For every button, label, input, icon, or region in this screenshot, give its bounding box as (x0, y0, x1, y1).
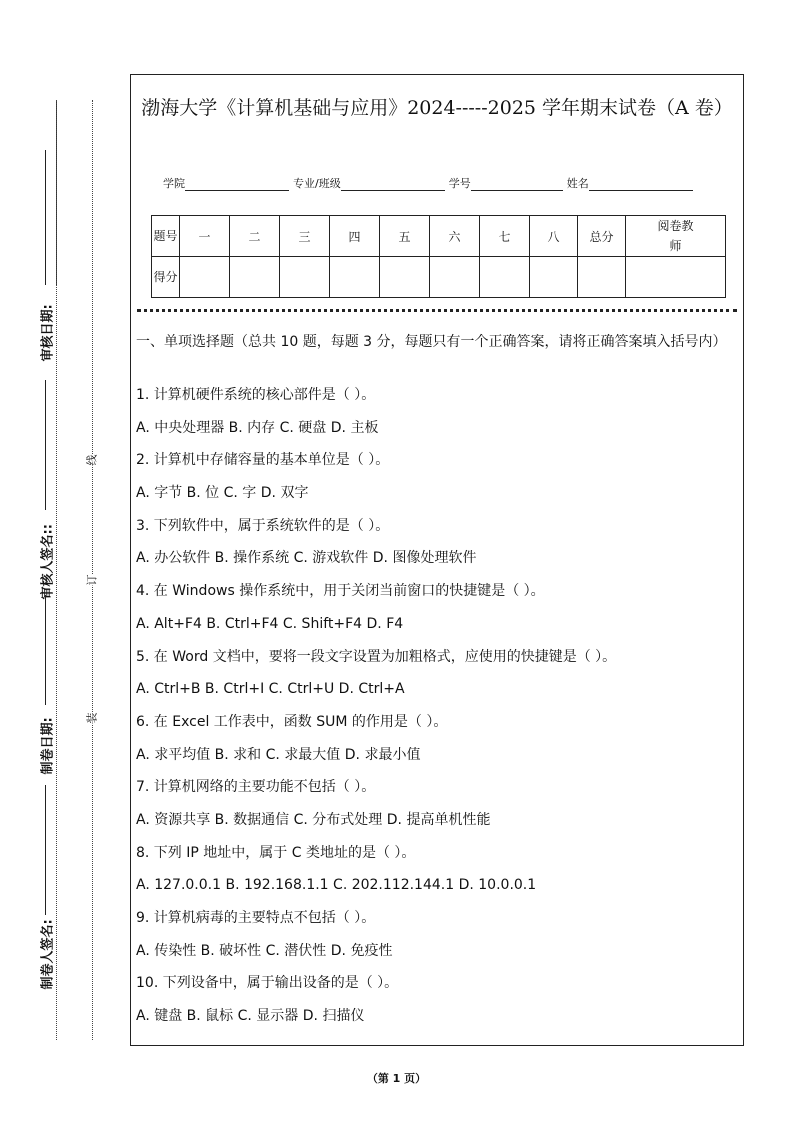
reviewer-sign-label: 审核人签名:: (40, 524, 56, 600)
binding-dotted-left (56, 100, 57, 1040)
college-field[interactable] (185, 178, 289, 191)
header-cell-5: 五 (380, 216, 430, 257)
score-cell[interactable] (280, 257, 330, 298)
make-date-line (45, 595, 46, 705)
question-line: 3. 下列软件中，属于系统软件的是（ ）。 (136, 517, 390, 534)
page-number: （第 1 页） (366, 1072, 427, 1085)
question-list (136, 387, 738, 1041)
options-line: A. Alt+F4 B. Ctrl+F4 C. Shift+F4 D. F4 (136, 615, 404, 632)
options-line: A. 中央处理器 B. 内存 C. 硬盘 D. 主板 (136, 419, 379, 436)
score-cell[interactable] (430, 257, 480, 298)
header-cell-question-no: 题号 (152, 216, 180, 257)
college-label: 学院 (163, 177, 185, 190)
student-id-label: 学号 (448, 177, 471, 190)
header-cell-total: 总分 (578, 216, 626, 257)
options-line: A. 求平均值 B. 求和 C. 求最大值 D. 求最小值 (136, 746, 421, 763)
student-info-row (163, 175, 697, 191)
question-line: 8. 下列 IP 地址中，属于 C 类地址的是（ ）。 (136, 844, 416, 861)
question-line: 10. 下列设备中，属于输出设备的是（ ）。 (136, 975, 399, 992)
header-cell-3: 三 (280, 216, 330, 257)
score-table (151, 215, 726, 298)
section-heading: 一、单项选择题（总共 10 题，每题 3 分，每题只有一个正确答案，请将正确答案填入括号内） (136, 334, 727, 350)
header-cell-7: 七 (480, 216, 530, 257)
dotted-separator (137, 309, 737, 312)
question-line: 4. 在 Windows 操作系统中，用于关闭当前窗口的快捷键是（ ）。 (136, 583, 545, 600)
score-cell[interactable] (530, 257, 578, 298)
margin-char-ding: 订 (85, 574, 99, 586)
options-line: A. 办公软件 B. 操作系统 C. 游戏软件 D. 图像处理软件 (136, 550, 477, 567)
score-cell[interactable] (380, 257, 430, 298)
header-cell-8: 八 (530, 216, 578, 257)
score-cell-grader[interactable] (626, 257, 726, 298)
score-table-header-row (152, 216, 726, 257)
margin-char-line: 线 (85, 454, 99, 466)
review-date-label: 审核日期: (40, 304, 56, 362)
header-cell-grader: 阅卷教师 (626, 216, 726, 257)
header-cell-2: 二 (230, 216, 280, 257)
score-table-score-row (152, 257, 726, 298)
name-field[interactable] (589, 178, 693, 191)
make-date-label: 制卷日期: (40, 717, 56, 775)
question-line: 6. 在 Excel 工作表中，函数 SUM 的作用是（ ）。 (136, 713, 448, 730)
score-cell[interactable] (230, 257, 280, 298)
name-label: 姓名 (566, 177, 589, 190)
review-date-line (45, 150, 46, 285)
score-cell-total[interactable] (578, 257, 626, 298)
options-line: A. 字节 B. 位 C. 字 D. 双字 (136, 485, 309, 502)
major-label: 专业/班级 (293, 177, 341, 190)
student-id-field[interactable] (471, 178, 563, 191)
exam-title: 渤海大学《计算机基础与应用》2024-----2025 学年期末试卷（A 卷） (141, 97, 733, 119)
maker-sign-line (45, 785, 46, 915)
exam-frame (130, 74, 744, 1046)
reviewer-sign-line (45, 380, 46, 510)
options-line: A. 127.0.0.1 B. 192.168.1.1 C. 202.112.144.1 D. 10.0.0.1 (136, 877, 537, 894)
margin-char-zhuang: 装 (85, 712, 99, 724)
options-line: A. Ctrl+B B. Ctrl+I C. Ctrl+U D. Ctrl+A (136, 681, 405, 698)
maker-sign-label: 制卷人签名: (40, 919, 56, 990)
score-cell[interactable] (480, 257, 530, 298)
score-cell[interactable] (180, 257, 230, 298)
score-cell[interactable] (330, 257, 380, 298)
question-line: 2. 计算机中存储容量的基本单位是（ ）。 (136, 452, 390, 469)
options-line: A. 键盘 B. 鼠标 C. 显示器 D. 扫描仪 (136, 1008, 365, 1025)
question-line: 5. 在 Word 文档中，要将一段文字设置为加粗格式，应使用的快捷键是（ ）。 (136, 648, 617, 665)
major-class-field[interactable] (341, 178, 445, 191)
score-label-cell: 得分 (152, 257, 180, 298)
options-line: A. 资源共享 B. 数据通信 C. 分布式处理 D. 提高单机性能 (136, 811, 491, 828)
options-line: A. 传染性 B. 破坏性 C. 潜伏性 D. 免疫性 (136, 942, 393, 959)
header-cell-4: 四 (330, 216, 380, 257)
binding-dotted-right (92, 100, 93, 1040)
header-cell-1: 一 (180, 216, 230, 257)
question-line: 1. 计算机硬件系统的核心部件是（ ）。 (136, 387, 376, 403)
header-cell-6: 六 (430, 216, 480, 257)
question-line: 7. 计算机网络的主要功能不包括（ ）。 (136, 779, 376, 796)
question-line: 9. 计算机病毒的主要特点不包括（ ）。 (136, 910, 376, 926)
